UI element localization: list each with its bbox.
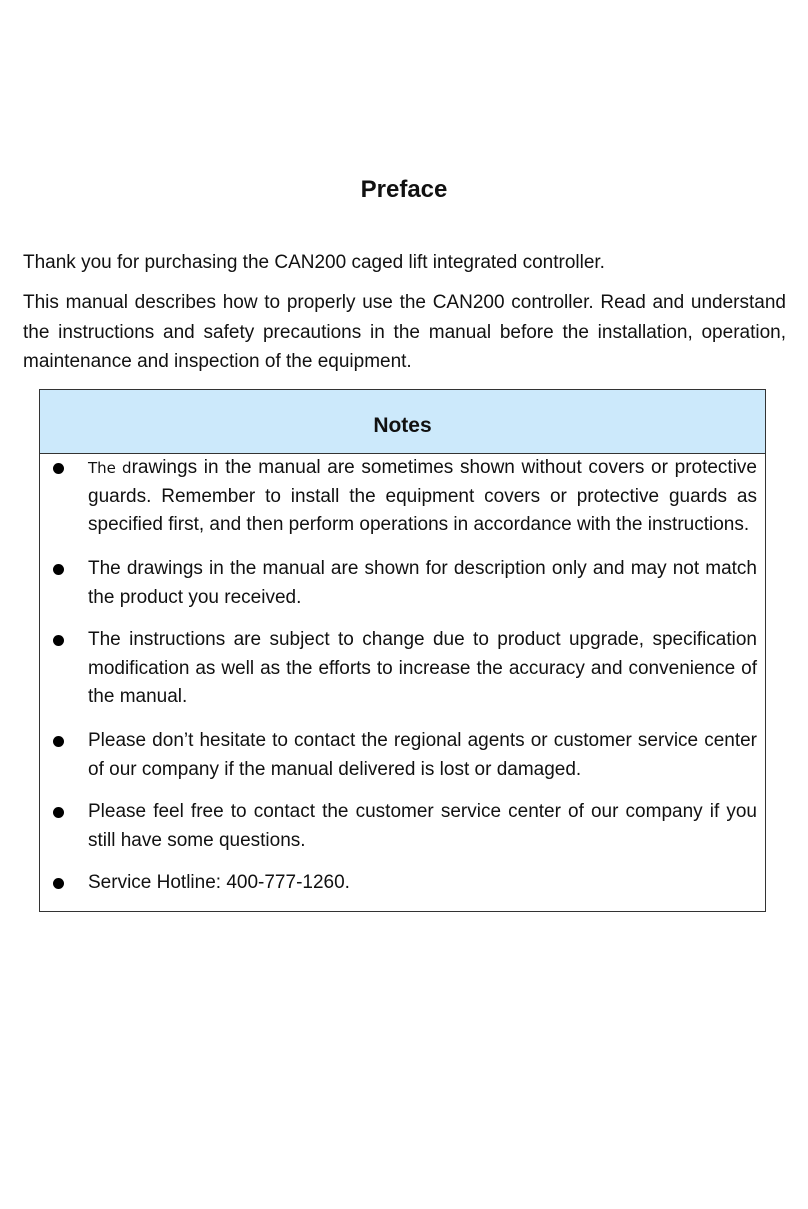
note-text: Please feel free to contact the customer service center of our company if you still have some questions. bbox=[88, 801, 757, 851]
note-lead-text: The d bbox=[88, 459, 132, 477]
bullet-icon bbox=[53, 807, 64, 818]
notes-heading: Notes bbox=[40, 390, 765, 454]
note-text: The drawings in the manual are shown for description only and may not match the product you received. bbox=[88, 558, 757, 608]
notes-box bbox=[39, 389, 766, 912]
bullet-icon bbox=[53, 564, 64, 575]
note-text: Please don’t hesitate to contact the regional agents or customer service center of our company if the manual delivered is lost or damaged. bbox=[88, 730, 757, 780]
bullet-icon bbox=[53, 463, 64, 474]
service-hotline-text: Service Hotline: 400-777-1260. bbox=[88, 872, 350, 893]
bullet-icon bbox=[53, 878, 64, 889]
intro-thanks-paragraph: Thank you for purchasing the CAN200 caged lift integrated controller. bbox=[23, 252, 605, 273]
note-body-text: rawings in the manual are sometimes shown without covers or protective guards. Remember to install the equipment covers or protective guards as specified first, and then perform operations in accordance with the instructions. bbox=[88, 457, 757, 536]
bullet-icon bbox=[53, 635, 64, 646]
note-text: The instructions are subject to change due to product upgrade, specification modification as well as the efforts to increase the accuracy and convenience of the manual. bbox=[88, 629, 757, 708]
note-text bbox=[88, 454, 757, 540]
page-title: Preface bbox=[360, 176, 448, 203]
intro-description-paragraph: This manual describes how to properly use the CAN200 controller. Read and understand the instructions and safety precautions in the manual before the installation, operation, maintenance and inspection of the equipment. bbox=[23, 292, 786, 372]
bullet-icon bbox=[53, 736, 64, 747]
